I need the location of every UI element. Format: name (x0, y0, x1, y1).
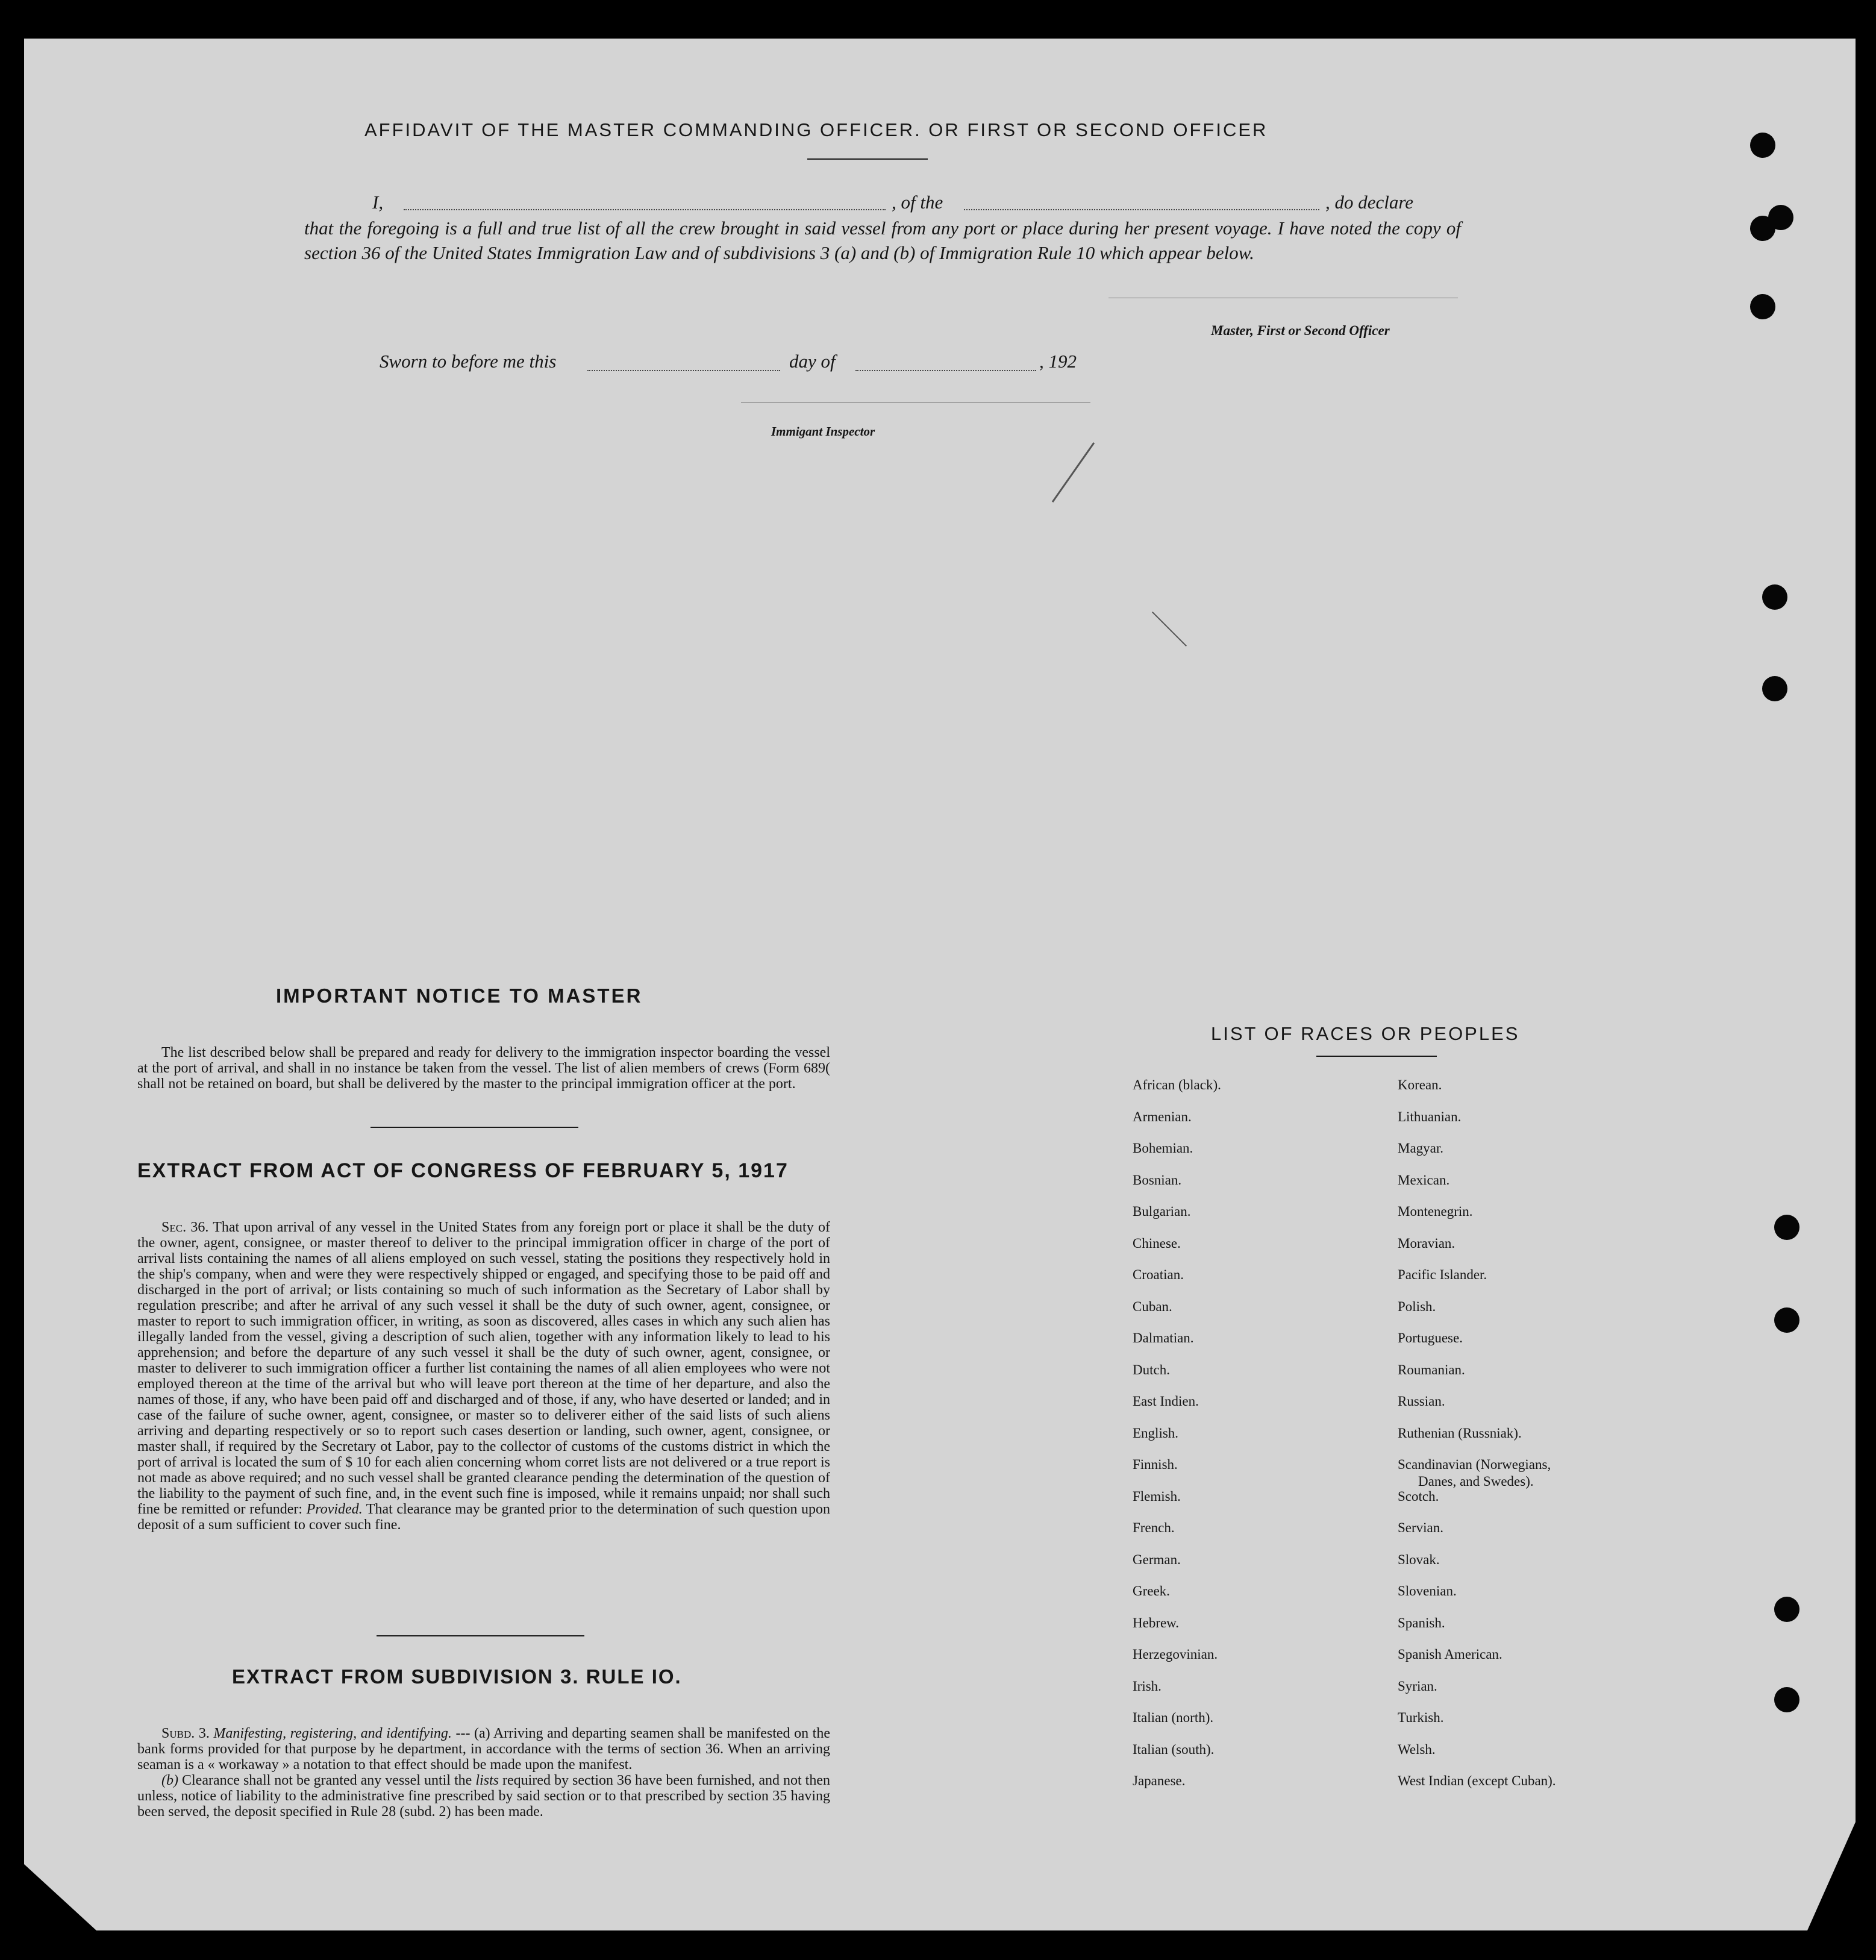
act-provided: Provided. (306, 1501, 363, 1517)
race-item: Slovak. (1398, 1551, 1440, 1567)
race-item: Ruthenian (Russniak). (1398, 1425, 1522, 1441)
divider (371, 1127, 578, 1128)
affidavit-body: that the foregoing is a full and true list of all the crew brought in said vessel from any port or place during her present voyage. I have noted the copy of section 36 of the United States Immigration Law and of subdivisions 3 (a) and (b) of Immigration Rule 10 which appear below. (304, 218, 1461, 263)
race-item: Lithuanian. (1398, 1109, 1462, 1124)
race-item: East Indien. (1133, 1394, 1199, 1409)
rule10-para-b-label: (b) (161, 1773, 178, 1788)
act-body-text: That upon arrival of any vessel in the United States from any foreign port or place it shall be the duty of the owner, agent, consignee, or master thereof to deliver to the principal immigration officer in charge of the port of arrival lists containing the names of all aliens employed on such vessel, stating the positions they respectively hold in the ship's company, when and were they were respectively shipped or engaged, and specifying those to be paid off and discharged in the port of arrival; or lists containing so much of such information as the Secretary of Labor shall by regulation prescribe; and after he arrival of any such vessel it shall be the duty of such owner, agent, consignee, or master to report to such immigration officer, in writing, as soon as discovered, alles cases in which any such alien has illegally landed from the vessel, giving a description of such alien, together with any information likely to lead to his apprehension; and before the departure of any such vessel it shall be the duty of such owner, agent, consignee, or master to deliverer to such immigration officer a further list containing the names of all alien employees who were not employed thereon at the time of the arrival but who will leave port thereon at the time of her departure, and also the names of those, if any, who have been paid off and discharged and of those, if any, who have deserted or landed; and in case of the failure of suche owner, agent, consignee, or master so to deliverer either of the said lists of such aliens arriving and departing respectively or so to report such cases desertion or landing, such owner, agent, consignee, or master shall, if required by the Secretary ot Labor, pay to the collector of customs of the customs district in which the port of arrival is located the sum of $ 10 for each alien concerning whom corret lists are not delivered or a true report is not made as above required; and no such vessel shall be granted clearance pending the determination of the question of the liability to the payment of such fine, and, in the event such fine is imposed, while it remains unpaid; nor shall such fine be remitted or refunder: (137, 1220, 830, 1517)
sworn-month-field[interactable] (855, 370, 1036, 371)
affidavit-i-label: I, (372, 192, 384, 213)
declarant-name-field[interactable] (404, 209, 886, 210)
race-item: Portuguese. (1398, 1330, 1463, 1345)
race-item: Syrian. (1398, 1678, 1437, 1694)
race-item: Bosnian. (1133, 1172, 1182, 1188)
notice-body (137, 1045, 830, 1092)
race-item: Bulgarian. (1133, 1204, 1191, 1219)
rule10-para-b-post: required by section 36 have been furnished, and not then unless, notice of liability to the administrative fine prescribed by said section or to that prescribed by section 35 having been served, the deposit specified in Rule 28 (subd. 2) has been made. (137, 1773, 830, 1820)
race-item: Japanese. (1133, 1773, 1186, 1788)
affidavit-title: AFFIDAVIT OF THE MASTER COMMANDING OFFICER. OR FIRST OR SECOND OFFICER (364, 119, 1268, 140)
race-item: English. (1133, 1425, 1179, 1441)
race-item: Irish. (1133, 1678, 1162, 1694)
race-item: Welsh. (1398, 1741, 1436, 1757)
rule10-subd-label: Subd. 3. (161, 1726, 210, 1741)
race-item: Hebrew. (1133, 1615, 1180, 1630)
race-item: German. (1133, 1551, 1181, 1567)
race-item: Finnish. (1133, 1457, 1178, 1472)
inspector-label: Immigant Inspector (771, 424, 875, 439)
act-body (137, 1220, 830, 1533)
race-item: Chinese. (1133, 1235, 1181, 1251)
rule10-para-b-pre: Clearance shall not be granted any vessel until the (182, 1773, 472, 1788)
rule10-para-b-lists: lists (475, 1773, 499, 1788)
races-right-column (1398, 1077, 1735, 1836)
race-item: Dutch. (1133, 1362, 1170, 1377)
race-item: Montenegrin. (1398, 1204, 1473, 1219)
scan-mark (1152, 612, 1187, 647)
race-item: Flemish. (1133, 1488, 1181, 1504)
race-item: Spanish. (1398, 1615, 1445, 1630)
sworn-year-label: , 192 (1039, 351, 1077, 372)
punch-hole (1750, 294, 1775, 319)
race-item: Turkish. (1398, 1710, 1444, 1725)
punch-hole (1762, 676, 1787, 701)
punch-hole (1774, 1307, 1799, 1333)
race-item: Servian. (1398, 1520, 1444, 1535)
races-title: LIST OF RACES OR PEOPLES (1211, 1023, 1520, 1044)
rule10-para-a-text: --- (a) Arriving and departing seamen shall be manifested on the bank forms provided for that purpose by he department, in accordance with the terms of section 36. When an arriving seaman is a « workaway » a notation to that effect should be made upon the manifest. (137, 1726, 830, 1773)
race-item: Bohemian. (1133, 1141, 1193, 1156)
master-signature-label: Master, First or Second Officer (1211, 323, 1390, 338)
punch-hole (1774, 1215, 1799, 1240)
race-item: Polish. (1398, 1298, 1436, 1314)
race-item: Roumanian. (1398, 1362, 1465, 1377)
race-item: Spanish American. (1398, 1647, 1502, 1662)
race-item: Dalmatian. (1133, 1330, 1194, 1345)
torn-corner (24, 1864, 96, 1930)
form-page (24, 39, 1856, 1930)
race-item: Italian (north). (1133, 1710, 1214, 1725)
races-left-column (1133, 1077, 1398, 1836)
race-item: Cuban. (1133, 1298, 1172, 1314)
divider (807, 158, 928, 160)
punch-hole (1762, 584, 1787, 610)
race-item: Danes, and Swedes). (1418, 1474, 1534, 1489)
scan-mark (1052, 442, 1095, 503)
act-body-end: That clearance may be granted prior to the determination of such question upon deposit of a sum sufficient to cover such fine. (137, 1501, 831, 1533)
notice-body-text: The list described below shall be prepared and ready for delivery to the immigration inspector boarding the vessel at the port of arrival, and shall in no instance be taken from the vessel. The list of alien members of crews (Form 689( shall not be retained on board, but shall be delivered by the master to the principal immigration officer at the port. (137, 1045, 830, 1092)
divider (377, 1635, 584, 1636)
punch-hole (1774, 1687, 1799, 1712)
act-section-label: Sec. 36. (161, 1220, 209, 1235)
act-title: EXTRACT FROM ACT OF CONGRESS OF FEBRUARY 5, 1917 (137, 1159, 789, 1182)
rule10-title: EXTRACT FROM SUBDIVISION 3. RULE IO. (232, 1665, 682, 1688)
act-paragraph (137, 1220, 830, 1533)
race-item: West Indian (except Cuban). (1398, 1773, 1556, 1788)
punch-hole (1774, 1597, 1799, 1622)
race-item: Scotch. (1398, 1488, 1439, 1504)
punch-hole (1750, 133, 1775, 158)
rule10-body (137, 1726, 830, 1820)
punch-hole (1768, 205, 1793, 230)
race-item: Armenian. (1133, 1109, 1192, 1124)
race-item: Pacific Islander. (1398, 1267, 1487, 1282)
race-item: Mexican. (1398, 1172, 1450, 1188)
notice-title: IMPORTANT NOTICE TO MASTER (276, 985, 643, 1007)
folded-corner (1807, 1822, 1856, 1930)
rule10-subd-title: Manifesting, registering, and identifying. (213, 1726, 452, 1741)
race-item: French. (1133, 1520, 1175, 1535)
sworn-day-field[interactable] (587, 370, 780, 371)
affidavit-of-the-label: , of the (892, 192, 943, 213)
race-item: Russian. (1398, 1394, 1445, 1409)
affidavit-declare-label: , do declare (1325, 192, 1414, 213)
sworn-prefix: Sworn to before me this (380, 351, 557, 372)
inspector-signature-line[interactable] (741, 402, 1090, 403)
vessel-name-field[interactable] (964, 209, 1319, 210)
rule10-para-b (137, 1773, 830, 1820)
rule10-para-a (137, 1726, 830, 1773)
race-item: Moravian. (1398, 1235, 1455, 1251)
divider (1316, 1056, 1437, 1057)
race-item: African (black). (1133, 1077, 1221, 1092)
race-item: Italian (south). (1133, 1741, 1215, 1757)
race-item: Scandinavian (Norwegians, (1398, 1457, 1551, 1472)
race-item: Magyar. (1398, 1141, 1444, 1156)
sworn-day-of-label: day of (789, 351, 836, 372)
race-item: Croatian. (1133, 1267, 1184, 1282)
race-item: Greek. (1133, 1583, 1170, 1598)
race-item: Slovenian. (1398, 1583, 1457, 1598)
race-item: Korean. (1398, 1077, 1442, 1092)
race-item: Herzegovinian. (1133, 1647, 1218, 1662)
